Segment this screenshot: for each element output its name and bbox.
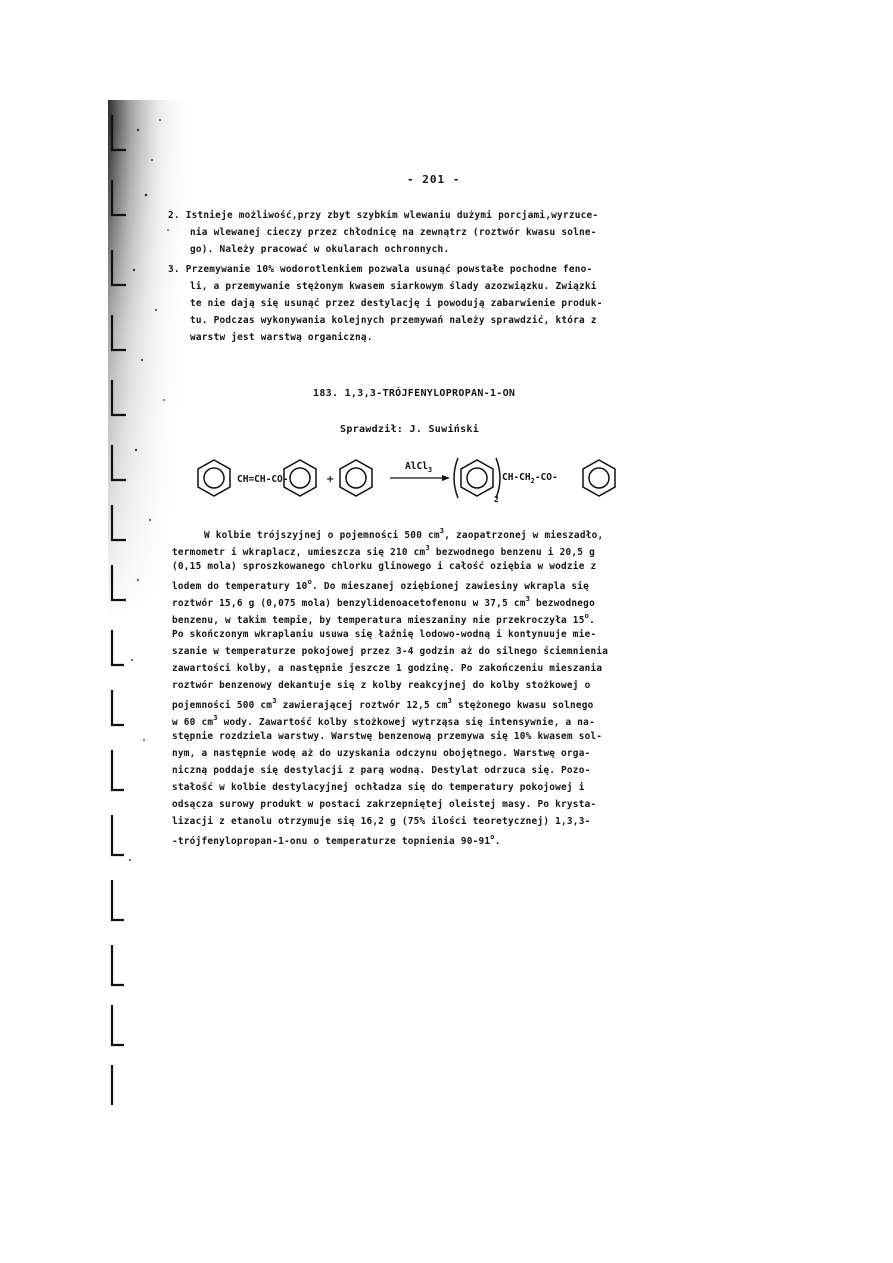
note-number: 3. bbox=[168, 264, 180, 275]
product-bracket bbox=[454, 458, 458, 498]
body-line-4: lodem do temperatury 10$^o$. Do mieszanej oziębionej zawiesiny wkrapla się bbox=[172, 578, 590, 592]
body-line-2: termometr i wkraplacz, umieszcza się 210 $cm^3$ bezwodnego benzenu i 20,5 g bbox=[172, 544, 595, 558]
note-3-line-1: 3. Przemywanie 10% wodorotlenkiem pozwala usunąć powstałe pochodne feno- bbox=[168, 264, 593, 275]
body-line-10: roztwór benzenowy dekantuje się z kolby reakcyjnej do kolby stożkowej o bbox=[172, 680, 591, 691]
body-line-6: benzenu, w takim tempie, by temperatura mieszaniny nie przekroczyła 15$^o$. bbox=[172, 612, 595, 626]
product-chain: $CH-CH_2-CO-$ bbox=[502, 472, 558, 485]
reaction-arrow bbox=[390, 475, 450, 481]
body-line-5: roztwór 15,6 g (0,075 mola) benzylidenoacetofenonu w 37,5 $cm^3$ bezwodnego bbox=[172, 595, 595, 609]
procedure-title: 183. 1,3,3-TRÓJFENYLOPROPAN-1-ON bbox=[313, 388, 516, 399]
benzene-ring-reactant-3 bbox=[340, 460, 372, 496]
plus-sign: + bbox=[326, 474, 335, 485]
product-bracket-close bbox=[496, 458, 500, 498]
body-line-14: nym, a następnie wodę aż do uzyskania odczynu obojętnego. Warstwę orga- bbox=[172, 748, 591, 759]
body-line-15: niczną poddaje się destylacji z parą wodną. Destylat odrzuca się. Pozo- bbox=[172, 765, 591, 776]
note-3-line-3: te nie dają się usunąć przez destylację i powodują zabarwienie produk- bbox=[190, 298, 603, 309]
note-2-line-2: nia wlewanej cieczy przez chłodnicę na zewnątrz (roztwór kwasu solne- bbox=[190, 227, 597, 238]
note-3-line-2: li, a przemywanie stężonym kwasem siarkowym ślady azozwiązku. Związki bbox=[190, 281, 597, 292]
body-line-12: w 60 $cm^3$ wody. Zawartość kolby stożkowej wytrząsa się intensywnie, a na- bbox=[172, 714, 595, 728]
body-line-17: odsącza surowy produkt w postaci zakrzepniętej oleistej masy. Po krysta- bbox=[172, 799, 597, 810]
benzene-ring-product-1 bbox=[461, 460, 493, 496]
body-line-18: lizacji z etanolu otrzymuje się 16,2 g (75% ilości teoretycznej) 1,3,3- bbox=[172, 816, 591, 827]
note-number: 2. bbox=[168, 210, 180, 221]
body-line-9: zawartości kolby, a następnie jeszcze 1 godzinę. Po zakończeniu mieszania bbox=[172, 663, 603, 674]
body-line-11: pojemności 500 $cm^3$ zawierającej roztwór 12,5 $cm^3$ stężonego kwasu solnego bbox=[172, 697, 594, 711]
note-2-line-3: go). Należy pracować w okularach ochronnych. bbox=[190, 244, 450, 255]
body-line-16: stałość w kolbie destylacyjnej ochładza się do temperatury pokojowej i bbox=[172, 782, 585, 793]
note-3-line-4: tu. Podczas wykonywania kolejnych przemywań należy sprawdzić, która z bbox=[190, 315, 597, 326]
reactant-chain: CH=CH-CO- bbox=[237, 474, 289, 485]
body-line-13: stępnie rozdziela warstwy. Warstwę benzenową przemywa się 10% kwasem sol- bbox=[172, 731, 603, 742]
body-line-7: Po skończonym wkraplaniu usuwa się łaźnię lodowo-wodną i kontynuuje mie- bbox=[172, 629, 597, 640]
note-3-line-5: warstw jest warstwą organiczną. bbox=[190, 332, 373, 343]
body-line-19: -trójfenylopropan-1-onu o temperaturze topnienia 90-91$^o$. bbox=[172, 833, 501, 847]
body-line-3: (0,15 mola) sproszkowanego chlorku glinowego i całość oziębia w wodzie z bbox=[172, 561, 597, 572]
benzene-ring-product-2 bbox=[583, 460, 615, 496]
product-multiplier: 2 bbox=[494, 495, 499, 504]
page-number: - 201 - bbox=[407, 173, 461, 186]
note-2-line-1: 2. Istnieje możliwość,przy zbyt szybkim wlewaniu dużymi porcjami,wyrzuce- bbox=[168, 210, 599, 221]
catalyst-label: AlCl$_3$ bbox=[405, 461, 433, 474]
reaction-scheme bbox=[180, 450, 640, 506]
body-line-8: szanie w temperaturze pokojowej przez 3-4 godzin aż do silnego ściemnienia bbox=[172, 646, 609, 657]
benzene-ring-reactant-2 bbox=[284, 460, 316, 496]
body-line-1: W kolbie trójszyjnej o pojemności 500 $cm^3$, zaopatrzonej w mieszadło, bbox=[204, 527, 604, 541]
benzene-ring-reactant-1 bbox=[198, 460, 230, 496]
checked-by: Sprawdził: J. Suwiński bbox=[340, 424, 480, 435]
